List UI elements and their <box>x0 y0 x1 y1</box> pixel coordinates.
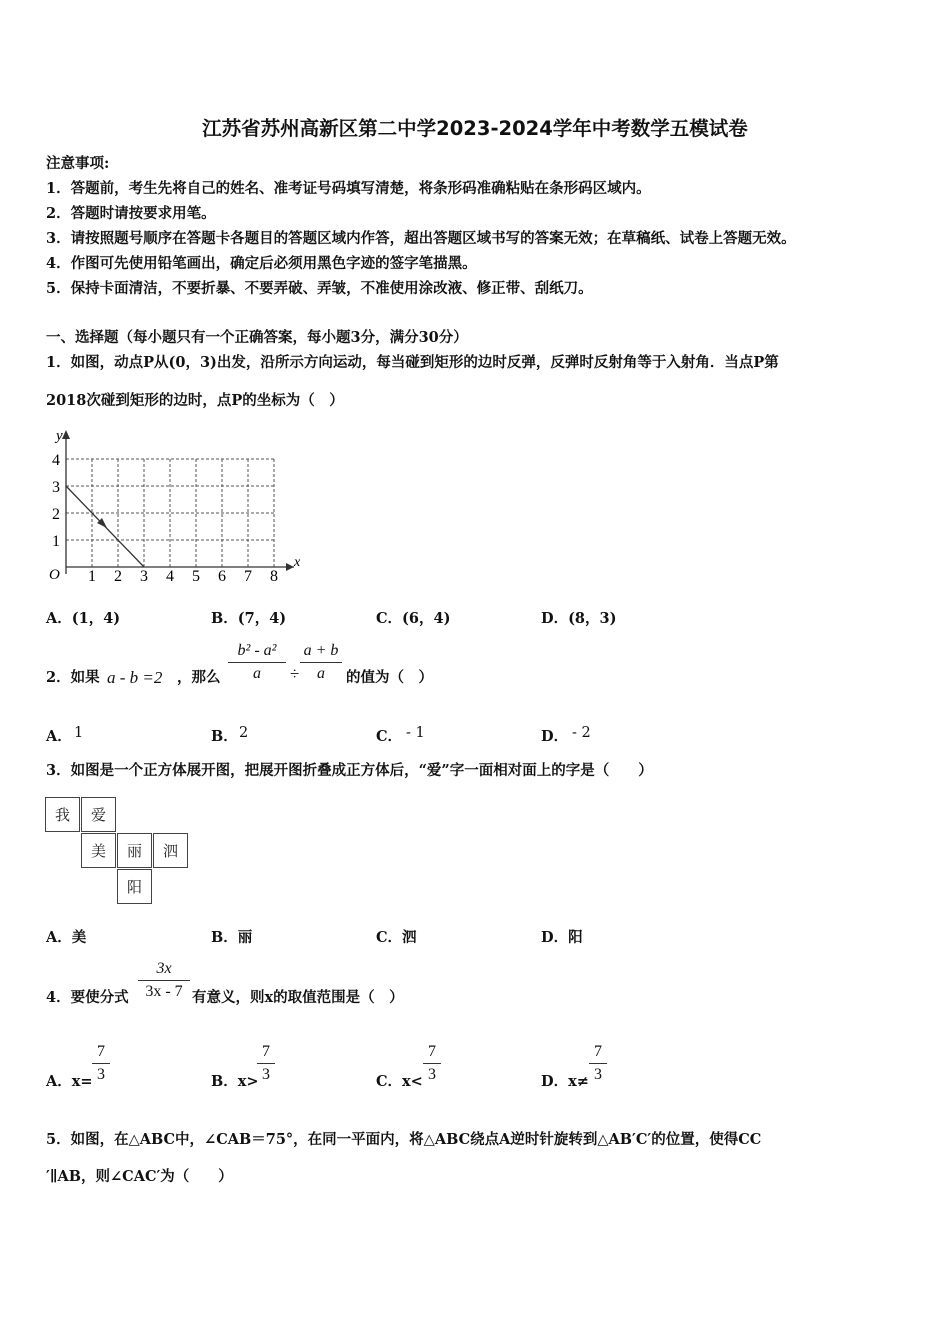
question-1-text: 1．如图，动点P从(0，3)出发，沿所示方向运动，每当碰到矩形的边时反弹，反弹时反射角等于入射角．当点P第 <box>46 354 779 371</box>
net-cell: 阳 <box>117 869 152 904</box>
x-tick-label: 4 <box>166 568 174 585</box>
q3-cube-net <box>44 796 194 906</box>
question-4-suffix: 有意义，则x的取值范围是（ ） <box>192 989 404 1006</box>
question-1-text-cont: 2018次碰到矩形的边时，点P的坐标为（ ） <box>46 392 344 409</box>
y-tick-label: 3 <box>52 479 60 496</box>
fraction-numerator: a + b <box>303 642 339 659</box>
net-cell: 我 <box>45 797 80 832</box>
q4-option-c-label: C．x< <box>376 1073 423 1090</box>
fraction-bar <box>300 662 342 663</box>
q2-option-b-value: 2 <box>239 725 249 741</box>
fraction-denominator: 3 <box>594 1066 602 1083</box>
q2-option-a-value: 1 <box>74 725 84 741</box>
q1-option-c: C．(6，4) <box>376 610 451 627</box>
divide-sign: ÷ <box>290 664 300 683</box>
q1-option-a: A．(1，4) <box>46 610 121 627</box>
q2-option-a-label: A． <box>46 728 72 745</box>
notice-item: 2．答题时请按要求用笔。 <box>46 205 216 222</box>
fraction-bar <box>257 1063 275 1064</box>
q4-option-d-label: D．x≠ <box>541 1073 589 1090</box>
notice-item: 5．保持卡面清洁，不要折暴、不要弄破、弄皱，不准使用涂改液、修正带、刮纸刀。 <box>46 280 593 297</box>
y-tick-label: 1 <box>52 533 60 550</box>
q2-fraction-2 <box>300 642 342 683</box>
q2-option-b-label: B． <box>211 728 238 745</box>
x-axis-label: x <box>294 555 301 570</box>
question-5-text-cont: ′∥AB，则∠CAC′为（ ） <box>46 1168 233 1185</box>
fraction-bar <box>138 980 190 981</box>
fraction-denominator: 3 <box>97 1066 105 1083</box>
q4-option-b-fraction <box>257 1043 275 1084</box>
q4-option-a-label: A．x= <box>46 1073 93 1090</box>
y-axis-arrow <box>62 430 70 439</box>
x-tick-label: 8 <box>270 568 278 585</box>
q4-option-b-label: B．x> <box>211 1073 259 1090</box>
question-3-text: 3．如图是一个正方体展开图，把展开图折叠成正方体后，“爱”字一面相对面上的字是（ ） <box>46 762 653 779</box>
q2-condition: a - b =2 <box>107 668 163 687</box>
q1-option-b: B．(7，4) <box>211 610 287 627</box>
grid-lines <box>66 459 274 567</box>
q4-option-d-fraction <box>589 1043 607 1084</box>
fraction-bar <box>423 1063 441 1064</box>
q3-option-d: D．阳 <box>541 929 583 946</box>
x-axis-arrow <box>286 563 294 571</box>
q2-option-c-label: C． <box>376 728 403 745</box>
fraction-numerator: 7 <box>97 1043 105 1060</box>
q1-coordinate-figure <box>44 424 306 586</box>
notice-item: 3．请按照题号顺序在答题卡各题目的答题区域内作答，超出答题区域书写的答案无效；在草稿纸、试卷上答题无效。 <box>46 230 796 247</box>
fraction-numerator: 7 <box>262 1043 270 1060</box>
q4-option-c-fraction <box>423 1043 441 1084</box>
q2-fraction-1 <box>228 642 286 683</box>
x-tick-label: 3 <box>140 568 148 585</box>
q2-option-c-value: - 1 <box>406 725 425 741</box>
net-cell: 美 <box>81 833 116 868</box>
net-cell: 爱 <box>81 797 116 832</box>
net-cell: 泗 <box>153 833 188 868</box>
q1-option-d: D．(8，3) <box>541 610 617 627</box>
fraction-numerator: b² - a² <box>237 642 277 659</box>
fraction-denominator: a <box>253 665 261 682</box>
y-axis-label: y <box>56 428 63 444</box>
fraction-bar <box>92 1063 110 1064</box>
page-title: 江苏省苏州高新区第二中学2023-2024学年中考数学五模试卷 <box>202 117 748 140</box>
y-tick-label: 4 <box>52 452 60 469</box>
notice-item: 1．答题前，考生先将自己的姓名、准考证号码填写清楚，将条形码准确粘贴在条形码区域内。 <box>46 180 651 197</box>
fraction-numerator: 3x <box>156 960 172 977</box>
x-tick-label: 1 <box>88 568 96 585</box>
section-heading: 一、选择题（每小题只有一个正确答案，每小题3分，满分30分） <box>46 329 468 346</box>
fraction-numerator: 7 <box>428 1043 436 1060</box>
q4-fraction <box>138 960 190 1001</box>
fraction-denominator: 3 <box>428 1066 436 1083</box>
fraction-denominator: 3x - 7 <box>145 983 183 1000</box>
q4-option-a-fraction <box>92 1043 110 1084</box>
question-2-suffix: 的值为（ ） <box>346 669 433 686</box>
question-2-prefix: 2．如果 <box>46 669 100 686</box>
fraction-denominator: a <box>317 665 325 682</box>
notice-item: 4．作图可先使用铅笔画出，确定后必须用黑色字迹的签字笔描黑。 <box>46 255 477 272</box>
question-5-text: 5．如图，在△ABC中，∠CAB＝75°，在同一平面内，将△ABC绕点A逆时针旋转到△AB′C′的位置，使得CC <box>46 1131 762 1148</box>
x-tick-label: 7 <box>244 568 252 585</box>
q3-option-b: B．丽 <box>211 929 253 946</box>
q2-option-d-value: - 2 <box>572 725 591 741</box>
q3-option-c: C．泗 <box>376 929 417 946</box>
notice-heading: 注意事项: <box>46 155 110 172</box>
x-tick-label: 2 <box>114 568 122 585</box>
fraction-numerator: 7 <box>594 1043 602 1060</box>
x-tick-label: 6 <box>218 568 226 585</box>
fraction-bar <box>589 1063 607 1064</box>
x-tick-label: 5 <box>192 568 200 585</box>
question-4-prefix: 4．要使分式 <box>46 989 129 1006</box>
question-2-middle: ，那么 <box>177 669 221 686</box>
q3-option-a: A．美 <box>46 929 87 946</box>
fraction-denominator: 3 <box>262 1066 270 1083</box>
origin-label: O <box>49 567 60 583</box>
y-tick-label: 2 <box>52 506 60 523</box>
q2-option-d-label: D． <box>541 728 569 745</box>
net-cell: 丽 <box>117 833 152 868</box>
fraction-bar <box>228 662 286 663</box>
